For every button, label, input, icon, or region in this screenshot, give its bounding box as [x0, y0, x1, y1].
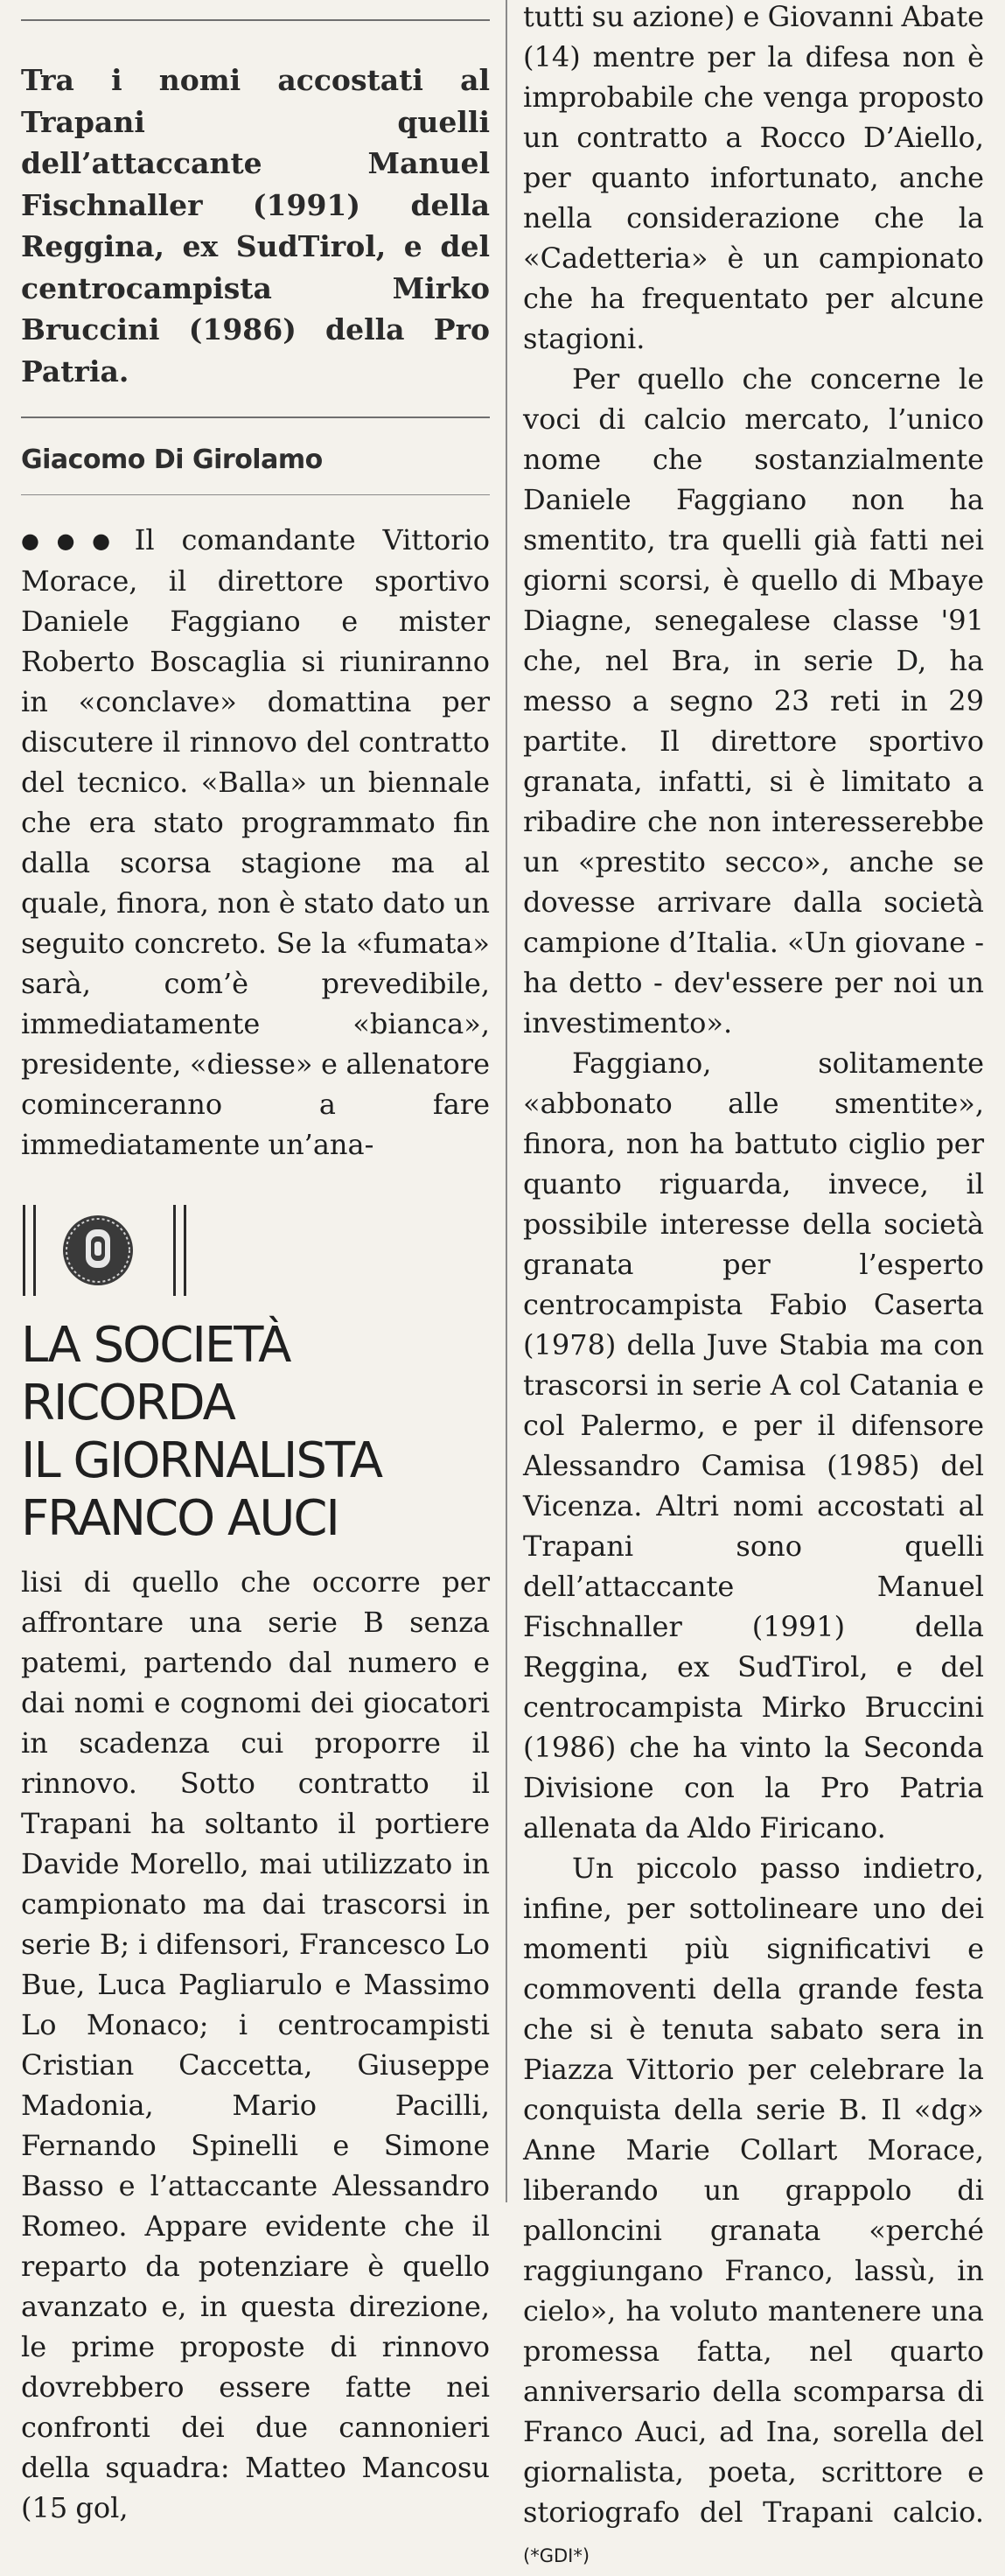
callout-title-line: LA SOCIETÀ: [21, 1317, 290, 1374]
callout-title-line: RICORDA: [21, 1375, 234, 1432]
club-crest-icon: [61, 1214, 135, 1287]
article-paragraph: Per quello che concerne le voci di calcio mercato, l’unico nome che sostanzialmente Daniele Faggiano non ha smentito, tra quelli già fatti nei giorni scorsi, è quello di Mbaye Diagne, senegalese classe '91 che, nel Bra, in serie D, ha messo a segno 23 reti in 29 partite. Il direttore sportivo granata, infatti, si è limitato a ribadire che non interesserebbe un «prestito secco», anche se dovesse arrivare dalla società campione d’Italia. «Un giovane - ha detto - dev'essere per noi un investimento».: [523, 362, 984, 1040]
article-paragraph: [21, 520, 490, 1165]
callout-title: [21, 1317, 381, 1548]
left-column: [21, 0, 490, 2524]
article-paragraph: lisi di quello che occorre per affrontare una serie B senza patemi, partendo dal numero e dai nomi e cognomi dei giocatori in scadenza cui proporre il rinnovo. Sotto contratto il Trapani ha soltanto il portiere Davide Morello, mai utilizzato in campionato ma dai trascorsi in serie B; i difensori, Francesco Lo Bue, Luca Pagliarulo e Massimo Lo Monaco; i centrocampisti Cristian Caccetta, Giuseppe Madonia, Mario Pacilli, Fernando Spinelli e Simone Basso e l’attaccante Alessandro Romeo. Appare evidente che il reparto da potenziare è quello avanzato e, in questa direzione, le prime proposte di rinnovo dovrebbero essere fatte nei confronti dei due cannonieri della squadra: Matteo Mancosu (15 gol,: [21, 1565, 490, 2524]
lead-marker-icon: ●●●: [21, 528, 128, 553]
article-paragraph: tutti su azione) e Giovanni Abate (14) mentre per la difesa non è improbabile che venga proposto un contratto a Rocco D’Aiello, per quanto infortunato, anche nella considerazione che la «Cadetteria» è un campionato che ha frequentato per alcune stagioni.: [523, 0, 984, 355]
right-column: [523, 0, 984, 2566]
article-paragraph: Faggiano, solitamente «abbonato alle smentite», finora, non ha battuto ciglio per quanto riguarda, invece, il possibile interesse della società granata per l’esperto centrocampista Fabio Caserta (1978) della Juve Stabia ma con trascorsi in serie A col Catania e col Palermo, e per il difensore Alessandro Camisa (1985) del Vicenza. Altri nomi accostati al Trapani sono quelli dell’attaccante Manuel Fischnaller (1991) della Reggina, ex SudTirol, e del centrocampista Mirko Bruccini (1986) che ha vinto la Seconda Divisione con la Pro Patria allenata da Aldo Firicano.: [523, 1046, 984, 1844]
paragraph-text: Il comandante Vittorio Morace, il direttore sportivo Daniele Faggiano e mister Roberto Boscaglia si riuniranno in «conclave» domattina per discutere il rinnovo del contratto del tecnico. «Balla» un biennale che era stato programmato fin dalla scorsa stagione ma al quale, finora, non è stato dato un seguito concreto. Se la «fumata» sarà, com’è prevedibile, immediatamente «bianca», presidente, «diesse» e allenatore cominceranno a fare immediatamente un’ana-: [21, 523, 490, 1161]
article-paragraph: [523, 1848, 984, 2576]
callout-bar: [23, 1205, 25, 1296]
callout-bar: [33, 1205, 36, 1296]
author-byline: Giacomo Di Girolamo: [21, 444, 323, 475]
article-summary: Tra i nomi accostati al Trapani quelli dell’attaccante Manuel Fischnaller (1991) della Reggina, ex SudTirol, e del centrocampista Mirko Bruccini (1986) della Pro Patria.: [21, 63, 490, 388]
callout-bar: [173, 1205, 176, 1296]
callout-bar: [184, 1205, 186, 1296]
column-divider: [506, 0, 507, 2202]
paragraph-text: Un piccolo passo indietro, infine, per sottolineare uno dei momenti più significativi e commoventi della grande festa che si è tenuta sabato sera in Piazza Vittorio per celebrare la conquista della serie B. Il «dg» Anne Marie Collart Morace, liberando un grappolo di palloncini granata «perché raggiungano Franco, lassù, in cielo», ha voluto mantenere una promessa fatta, nel quarto anniversario della scomparsa di Franco Auci, ad Ina, sorella del giornalista, poeta, scrittore e storiografo del Trapani calcio.: [523, 1852, 984, 2529]
author-credit: (*GDI*): [523, 2545, 590, 2566]
summary-rule: [21, 416, 490, 418]
callout-title-line: IL GIORNALISTA: [21, 1432, 382, 1489]
author-rule: [21, 494, 490, 495]
top-rule: [21, 19, 490, 21]
callout-box: [21, 1205, 490, 1547]
callout-title-line: FRANCO AUCI: [21, 1490, 338, 1547]
